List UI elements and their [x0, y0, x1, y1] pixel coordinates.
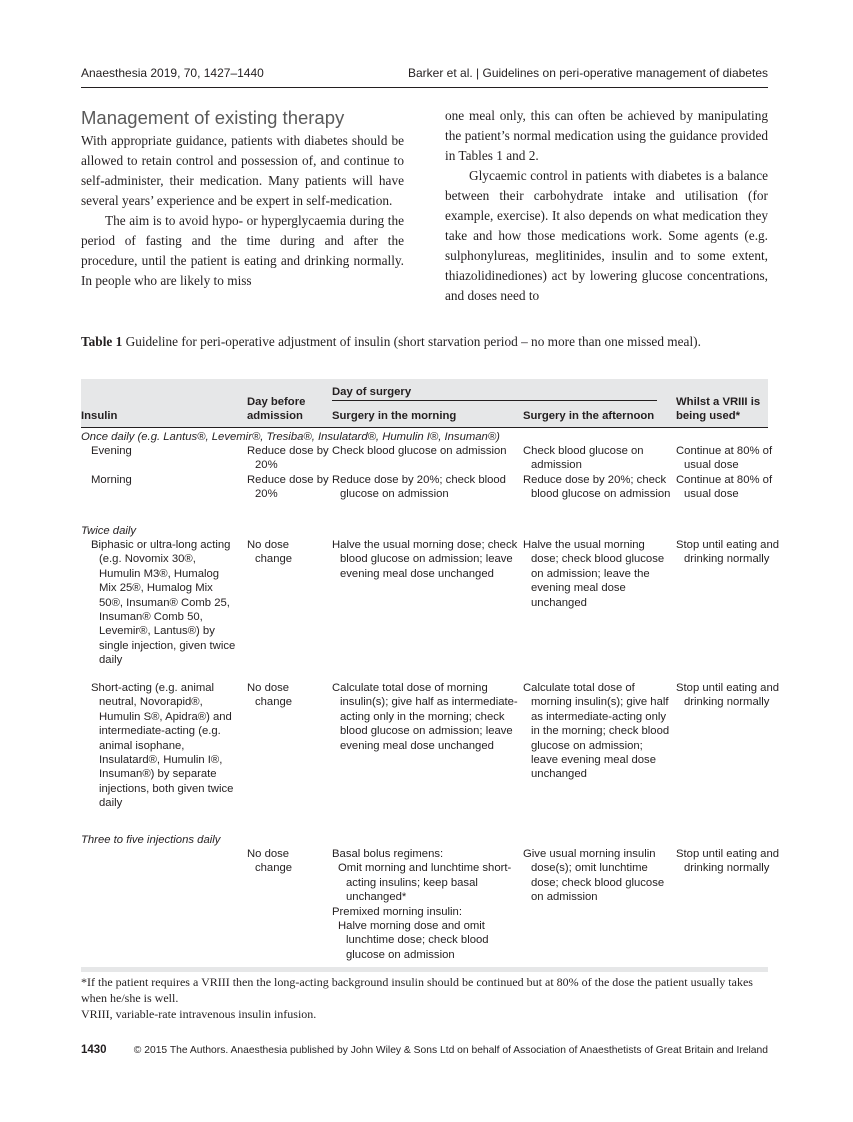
row-biphasic-afternoon: Halve the usual morning dose; check blood glucose on admission; leave the evening meal dose unchanged — [523, 539, 665, 609]
running-title: Barker et al. | Guidelines on peri-operative management of diabetes — [408, 66, 768, 80]
group-twice-daily: Twice daily — [81, 525, 137, 537]
row-evening-insulin: Evening — [91, 445, 132, 457]
header-insulin: Insulin — [81, 410, 118, 422]
row-biphasic-morning: Halve the usual morning dose; check blood glucose on admission; leave evening meal dose unchanged — [332, 539, 518, 580]
row-basal-vriii: Stop until eating and drinking normally — [676, 848, 780, 875]
row-basal-morning — [332, 847, 517, 962]
left-column — [81, 106, 404, 291]
table-label: Table 1 — [81, 334, 123, 349]
header-vriii: Whilst a VRIII is being used* — [676, 396, 761, 423]
header-morning: Surgery in the morning — [332, 410, 457, 422]
group-three-to-five: Three to five injections daily — [81, 834, 221, 846]
footnote-vriii: *If the patient requires a VRIII then the long-acting background insulin should be continued but at 80% of the dose the patient usually takes when he/she is well. — [81, 975, 753, 1005]
row-short-acting-morning: Calculate total dose of morning insulin(s); give half as intermediate-acting only in the morning; check blood glucose on admission; leave evening meal dose unchanged — [332, 682, 518, 752]
header-rule — [81, 87, 768, 88]
header-afternoon: Surgery in the afternoon — [523, 410, 655, 422]
row-basal-day-before: No dose change — [247, 848, 293, 875]
paragraph-4: Glycaemic control in patients with diabetes is a balance between their carbohydrate intake and utilisation (for example, exercise). It also depends on what medication they take and how those medications work. Some agents (e.g. sulphonylureas, meglitinides, insulin and to some extent, thiazolidinediones) act by lowering glucose concentrations, and doses need to — [445, 168, 768, 303]
basal-bolus-heading: Basal bolus regimens: — [332, 848, 444, 860]
row-evening-day-before: Reduce dose by 20% — [247, 445, 329, 472]
row-morning-vriii: Continue at 80% of usual dose — [676, 474, 773, 501]
group-once-daily: Once daily (e.g. Lantus®, Levemir®, Tresiba®, Insulatard®, Humulin I®, Insuman®) — [81, 431, 500, 443]
basal-bolus-body: Omit morning and lunchtime short-acting insulins; keep basal unchanged* — [338, 862, 512, 904]
header-bottom-rule — [81, 427, 768, 428]
paragraph-2: The aim is to avoid hypo- or hyperglycaemia during the period of fasting and the time during and after the procedure, until the patient is eating and drinking normally. In people who are likely to miss — [81, 213, 404, 288]
row-biphasic-vriii: Stop until eating and drinking normally — [676, 539, 780, 566]
section-heading: Management of existing therapy — [81, 107, 345, 128]
row-morning-morning: Reduce dose by 20%; check blood glucose on admission — [332, 474, 506, 501]
page-footer — [81, 1044, 768, 1060]
row-biphasic-day-before: No dose change — [247, 539, 293, 566]
paragraph-1: With appropriate guidance, patients with diabetes should be allowed to retain control and possession of, and continue to self-administer, their medication. Many patients will have several years’ experience and be expert in self-medication. — [81, 133, 404, 208]
premixed-body: Halve morning dose and omit lunchtime dose; check blood glucose on admission — [338, 920, 489, 961]
table-caption-text: Guideline for peri-operative adjustment of insulin (short starvation period – no more than one missed meal). — [122, 334, 701, 349]
row-morning-day-before: Reduce dose by 20% — [247, 474, 329, 501]
row-short-acting-afternoon: Calculate total dose of morning insulin(s); give half as intermediate-acting only in the morning; check blood glucose on admission; leave evening meal dose unchanged — [523, 682, 670, 781]
header-day-of-surgery: Day of surgery — [332, 386, 412, 398]
paragraph-3: one meal only, this can often be achieved by manipulating the patient’s normal medication using the guidance provided in Tables 1 and 2. — [445, 108, 768, 163]
table-footer-band — [81, 967, 768, 972]
row-basal-afternoon: Give usual morning insulin dose(s); omit lunchtime dose; check blood glucose on admission — [523, 848, 665, 904]
premixed-heading: Premixed morning insulin: — [332, 905, 462, 918]
header-day-before: Day before admission — [247, 396, 306, 423]
page-number: 1430 — [81, 1044, 107, 1056]
table-footnotes — [81, 974, 768, 1022]
row-evening-vriii: Continue at 80% of usual dose — [676, 445, 773, 472]
row-morning-afternoon: Reduce dose by 20%; check blood glucose on admission — [523, 474, 671, 501]
row-evening-afternoon: Check blood glucose on admission — [523, 445, 644, 472]
row-short-acting-day-before: No dose change — [247, 682, 293, 709]
row-biphasic-insulin: Biphasic or ultra-long acting (e.g. Novomix 30®, Humulin M3®, Humalog Mix 25®, Humalog Mix 50®, Insuman® Comb 25, Insuman® Comb 50, Levemir®, Lantus®) by single injection, given twice daily — [91, 539, 236, 667]
running-header — [81, 66, 768, 84]
table-caption — [81, 333, 768, 351]
journal-citation: Anaesthesia 2019, 70, 1427–1440 — [81, 66, 264, 80]
row-morning-insulin: Morning — [91, 474, 132, 486]
footnote-abbreviation: VRIII, variable-rate intravenous insulin infusion. — [81, 1007, 317, 1021]
copyright-notice: © 2015 The Authors. Anaesthesia published by John Wiley & Sons Ltd on behalf of Association of Anaesthetists of Great Britain and Ireland — [133, 1045, 768, 1056]
row-evening-morning: Check blood glucose on admission — [332, 445, 507, 457]
row-short-acting-insulin: Short-acting (e.g. animal neutral, Novorapid®, Humulin S®, Apidra®) and intermediate-acting (e.g. animal isophane, Insulatard®, Humulin I®, Insuman®) by separate injections, both given twice daily — [91, 682, 234, 810]
row-short-acting-vriii: Stop until eating and drinking normally — [676, 682, 780, 709]
header-subrule — [332, 400, 657, 401]
right-column — [445, 106, 768, 306]
